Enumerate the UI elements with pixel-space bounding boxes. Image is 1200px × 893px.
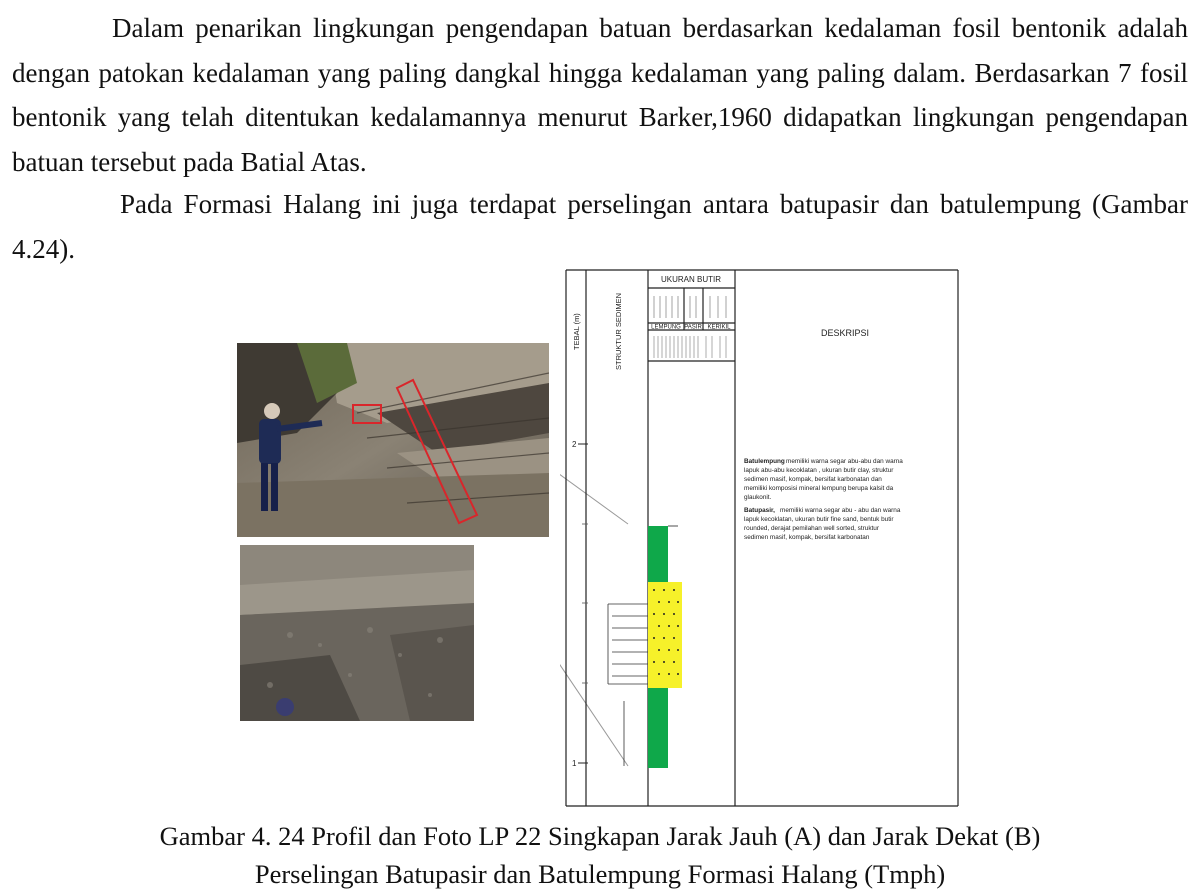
body-paragraph-2: Pada Formasi Halang ini juga terdapat perselingan antara batupasir dan batulempung (Gambar 4.24).	[12, 189, 1188, 264]
lithology-sand	[648, 582, 682, 688]
desc-sand-line-1: memiliki warna segar abu - abu dan warna	[780, 507, 901, 514]
grain-size-header: UKURAN BUTIR	[660, 275, 722, 284]
desc-sand-line-2: lapuk kecoklatan, ukuran butir fine sand, bentuk butir	[744, 516, 894, 523]
body-paragraph-1: Dalam penarikan lingkungan pengendapan batuan berdasarkan kedalaman fosil bentonik adalah dengan patokan kedalaman yang paling dangkal hingga kedalaman yang paling dalam. Berdasarkan 7 fosil bentonik yang telah ditentukan kedalamannya menurut Barker,1960 didapatkan lingkungan pengendapan batuan tersebut pada Batial Atas.	[12, 13, 1188, 177]
grain-gravel-label: KERIKIL	[707, 324, 731, 331]
desc-clay-line-2: lapuk abu-abu kecoklatan , ukuran butir clay, struktur	[744, 467, 894, 474]
desc-clay-line-5: glaukonit.	[744, 494, 772, 501]
scale-label-1: 1	[572, 759, 577, 768]
desc-sand-line-4: sedimen masif, kompak, bersifat karbonatan	[744, 534, 870, 541]
description-header: DESKRIPSI	[820, 328, 870, 338]
grain-clay-label: LEMPUNG	[651, 324, 681, 331]
desc-sand-title: Batupasir,	[744, 507, 775, 514]
desc-clay-line-4: memiliki komposisi mineral lempung berupa kalsit da	[744, 485, 894, 492]
desc-clay-line-3: sedimen masif, kompak, bersifat karbonatan dan	[744, 476, 882, 483]
stratigraphic-profile	[560, 266, 960, 811]
figure-caption-line-2: Perselingan Batupasir dan Batulempung Formasi Halang (Tmph)	[254, 859, 946, 889]
thickness-header: TEBAL (m)	[572, 313, 581, 350]
lithology-clay-lower	[648, 688, 668, 768]
scale-label-2: 2	[572, 440, 577, 449]
figure-caption-line-1: Gambar 4. 24 Profil dan Foto LP 22 Singkapan Jarak Jauh (A) dan Jarak Dekat (B)	[159, 821, 1041, 851]
callout-line-upper	[560, 471, 628, 524]
outcrop-photo-close	[240, 545, 474, 721]
desc-clay-line-1: memiliki warna segar abu-abu dan warna	[786, 458, 903, 465]
structure-header: STRUKTUR SEDIMEN	[614, 292, 623, 370]
grain-sand-label: PASIR	[684, 324, 702, 331]
desc-sand-line-3: rounded, derajat pemilahan well sorted, struktur	[744, 525, 879, 532]
callout-line-lower	[560, 546, 628, 766]
desc-clay-title: Batulempung	[744, 458, 785, 465]
lithology-clay-upper	[648, 526, 668, 582]
outcrop-photo-far	[237, 343, 549, 537]
